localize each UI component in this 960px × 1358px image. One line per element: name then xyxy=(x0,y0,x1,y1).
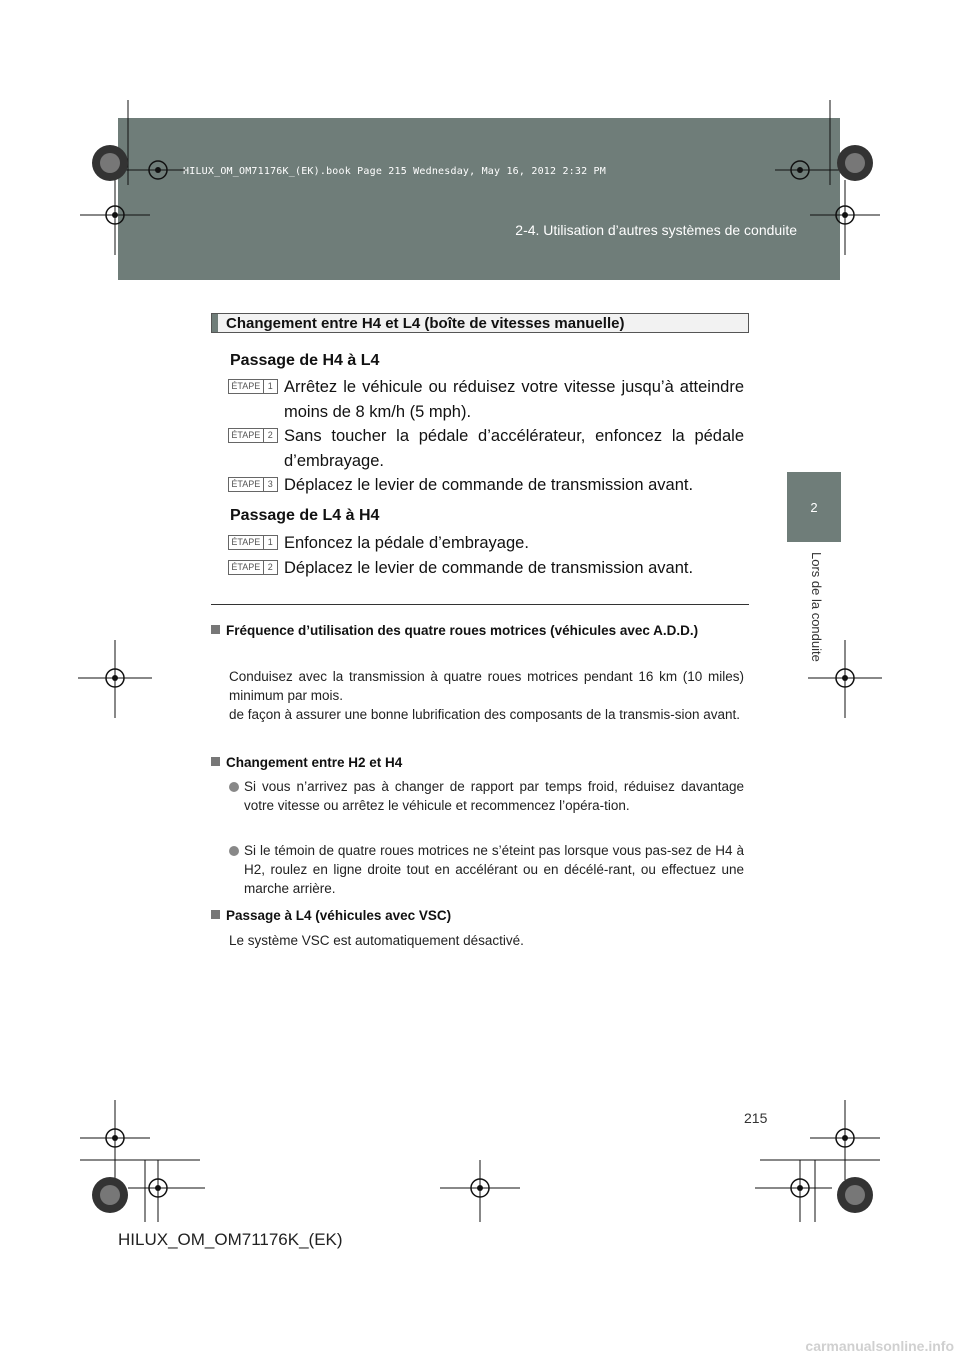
step-number: 2 xyxy=(267,430,273,440)
note-heading-text: Passage à L4 (véhicules avec VSC) xyxy=(226,908,452,923)
step-text: Sans toucher la pédale d’accélérateur, enfoncez la pédale d’embrayage. xyxy=(284,427,744,470)
procedure-heading: Passage de H4 à L4 xyxy=(230,352,380,369)
step-number: 1 xyxy=(267,537,273,547)
step-badge xyxy=(228,560,278,575)
note-heading xyxy=(211,906,746,925)
watermark: carmanualsonline.info xyxy=(805,1338,954,1354)
step-text: Enfoncez la pédale d’embrayage. xyxy=(284,534,529,552)
step-word: ÉTAPE xyxy=(229,429,264,442)
section-title-box xyxy=(211,313,749,333)
step-text: Déplacez le levier de commande de transmission avant. xyxy=(284,559,694,577)
step-number: 1 xyxy=(267,381,273,391)
square-bullet-icon xyxy=(211,757,220,766)
note-heading xyxy=(211,621,746,640)
section-title: Changement entre H4 et L4 (boîte de vitesses manuelle) xyxy=(226,315,625,332)
square-bullet-icon xyxy=(211,625,220,634)
step-word: ÉTAPE xyxy=(229,380,264,393)
step-text: Arrêtez le véhicule ou réduisez votre vitesse jusqu’à atteindre moins de 8 km/h (5 mph). xyxy=(284,378,744,421)
procedure-heading: Passage de L4 à H4 xyxy=(230,507,380,524)
chapter-number: 2 xyxy=(810,499,818,515)
note-heading-text: Changement entre H2 et H4 xyxy=(226,755,403,770)
bullet-item xyxy=(229,777,744,815)
square-bullet-icon xyxy=(211,910,220,919)
step-badge xyxy=(228,535,278,550)
round-bullet-icon xyxy=(229,782,239,792)
step-badge xyxy=(228,428,278,443)
note-heading-text: Fréquence d’utilisation des quatre roues motrices (véhicules avec A.D.D.) xyxy=(226,623,699,638)
step-badge xyxy=(228,477,278,492)
bullet-text: Si vous n’arrivez pas à changer de rapport par temps froid, réduisez davantage votre vitesse ou arrêtez le véhicule et recommencez l’opéra-tion. xyxy=(244,779,744,813)
step-text: Déplacez le levier de commande de transmission avant. xyxy=(284,476,694,494)
bullet-text: Si le témoin de quatre roues motrices ne s’éteint pas lorsque vous pas-sez de H4 à H2, roulez en ligne droite tout en accélérant ou en décélé-rant, ou effectuez une marche arrière. xyxy=(244,843,744,896)
page-number: 215 xyxy=(744,1110,768,1126)
note-text: Le système VSC est automatiquement désactivé. xyxy=(229,933,524,948)
step-word: ÉTAPE xyxy=(229,536,264,549)
divider xyxy=(211,604,749,605)
step-word: ÉTAPE xyxy=(229,561,264,574)
header-section-title: 2-4. Utilisation d’autres systèmes de conduite xyxy=(515,222,797,238)
document-id: HILUX_OM_OM71176K_(EK) xyxy=(118,1230,343,1249)
note-text: de façon à assurer une bonne lubrification des composants de la transmis-sion avant. xyxy=(229,707,741,722)
step-number: 3 xyxy=(267,479,273,489)
bullet-item xyxy=(229,841,744,898)
chapter-title: Lors de la conduite xyxy=(809,552,824,662)
step-word: ÉTAPE xyxy=(229,478,264,491)
note-text: Conduisez avec la transmission à quatre roues motrices pendant 16 km (10 miles) minimum par mois. xyxy=(229,669,744,703)
note-heading xyxy=(211,753,746,772)
round-bullet-icon xyxy=(229,846,239,856)
section-title-bar xyxy=(212,314,218,332)
step-badge xyxy=(228,379,278,394)
book-stamp: HILUX_OM_OM71176K_(EK).book Page 215 Wednesday, May 16, 2012 2:32 PM xyxy=(183,166,606,177)
step-number: 2 xyxy=(267,562,273,572)
